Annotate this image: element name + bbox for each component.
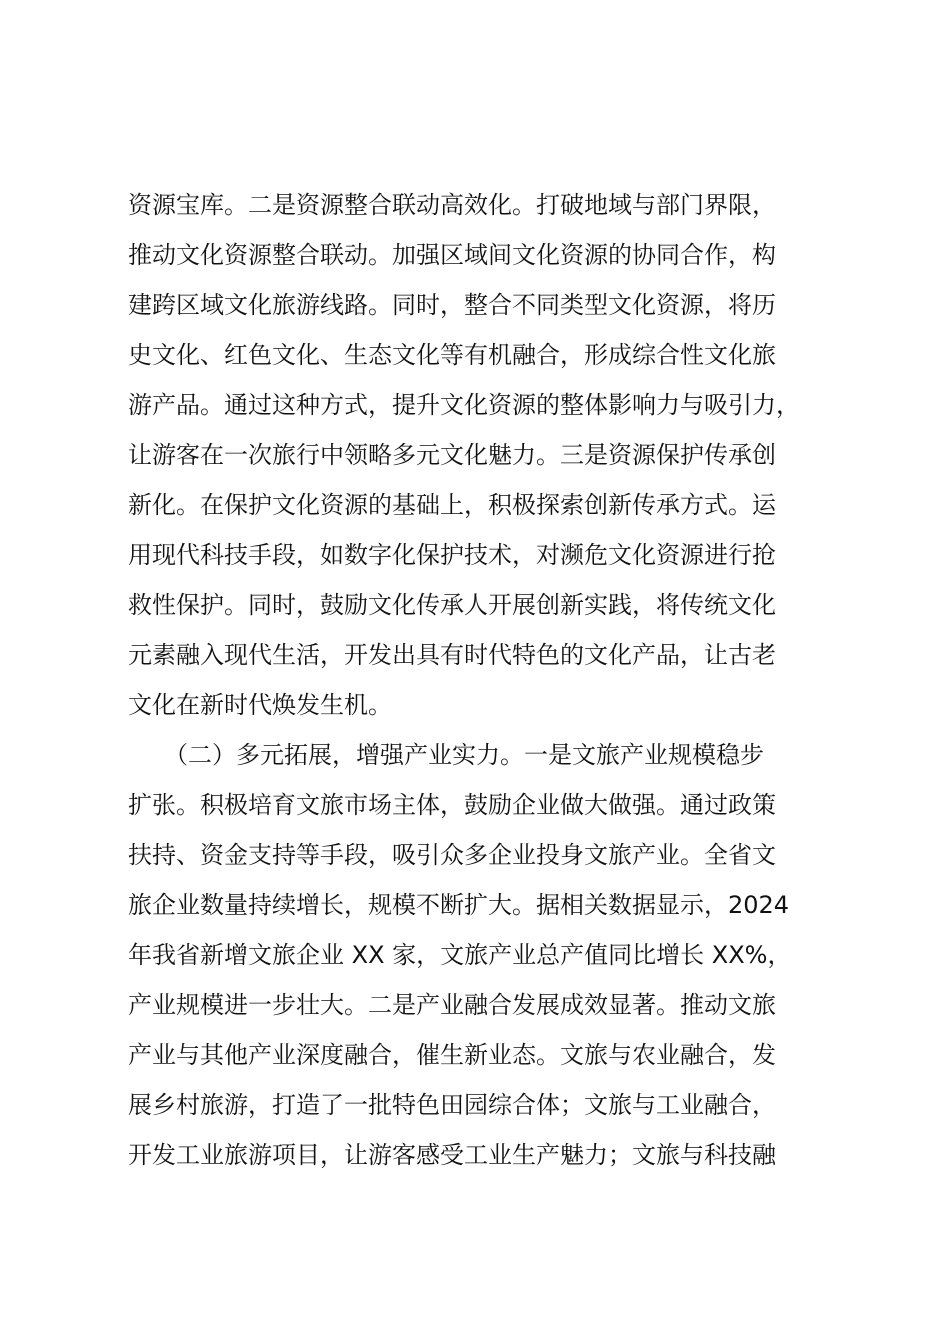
text-line: 产业与其他产业深度融合，催生新业态。文旅与农业融合，发 [128, 1041, 776, 1069]
text-line: 让游客在一次旅行中领略多元文化魅力。三是资源保护传承创 [128, 441, 776, 469]
text-line: 扩张。积极培育文旅市场主体，鼓励企业做大做强。通过政策 [128, 791, 776, 819]
text-line: 扶持、资金支持等手段，吸引众多企业投身文旅产业。全省文 [128, 841, 776, 869]
text-line: 元素融入现代生活，开发出具有时代特色的文化产品，让古老 [128, 641, 776, 669]
text-line: 史文化、红色文化、生态文化等有机融合，形成综合性文化旅 [128, 341, 776, 369]
text-line: 游产品。通过这种方式，提升文化资源的整体影响力与吸引力， [128, 391, 800, 419]
body-text [128, 180, 838, 1180]
text-line: 展乡村旅游，打造了一批特色田园综合体；文旅与工业融合， [128, 1091, 776, 1119]
text-line: 救性保护。同时，鼓励文化传承人开展创新实践，将传统文化 [128, 591, 776, 619]
section-heading-line: （二）多元拓展，增强产业实力。一是文旅产业规模稳步 [128, 741, 764, 769]
text-line: 建跨区域文化旅游线路。同时，整合不同类型文化资源，将历 [128, 291, 776, 319]
text-line: 资源宝库。二是资源整合联动高效化。打破地域与部门界限， [128, 191, 776, 219]
text-line: 新化。在保护文化资源的基础上，积极探索创新传承方式。运 [128, 491, 776, 519]
text-line: 用现代科技手段，如数字化保护技术，对濒危文化资源进行抢 [128, 541, 776, 569]
text-line: 旅企业数量持续增长，规模不断扩大。据相关数据显示，2024 [128, 891, 790, 919]
text-line: 推动文化资源整合联动。加强区域间文化资源的协同合作，构 [128, 241, 776, 269]
text-line: 年我省新增文旅企业 XX 家，文旅产业总产值同比增长 XX%， [128, 941, 792, 969]
text-line: 文化在新时代焕发生机。 [128, 691, 392, 719]
text-line: 产业规模进一步壮大。二是产业融合发展成效显著。推动文旅 [128, 991, 776, 1019]
text-line: 开发工业旅游项目，让游客感受工业生产魅力；文旅与科技融 [128, 1141, 776, 1169]
